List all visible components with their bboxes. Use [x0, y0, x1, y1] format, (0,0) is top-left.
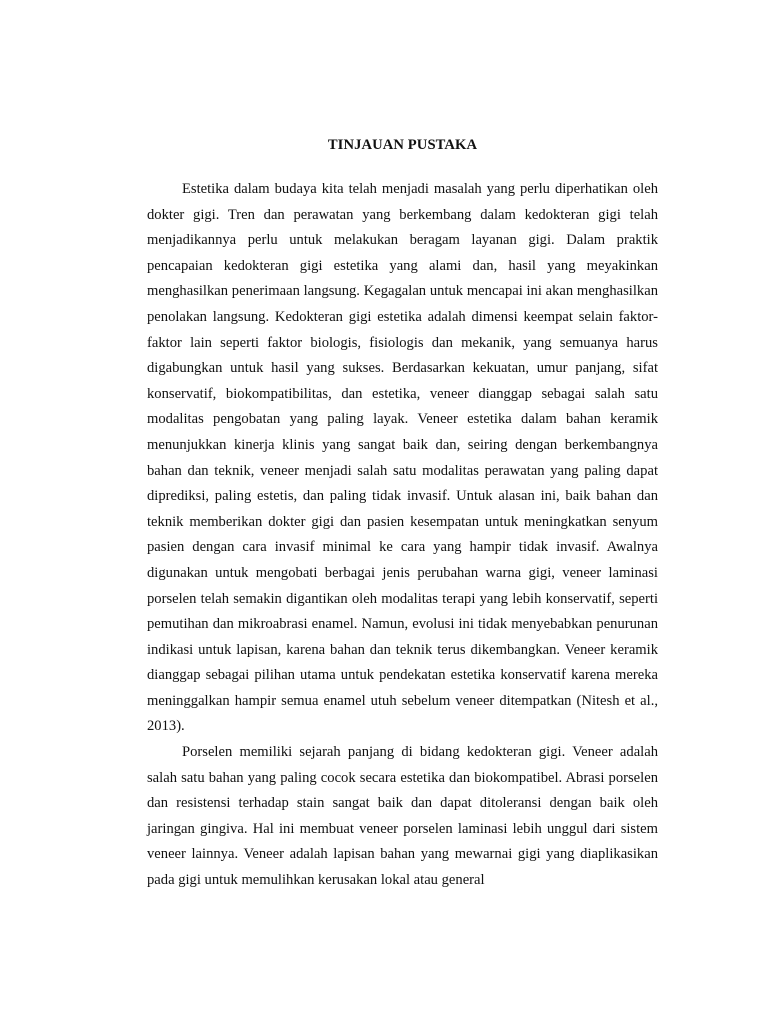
document-body [147, 135, 658, 894]
paragraph-1: Estetika dalam budaya kita telah menjadi masalah yang perlu diperhatikan oleh dokter gigi. Tren dan perawatan yang berkembang dalam kedokteran gigi telah menjadikannya perlu untuk melakukan beragam layanan gigi. Dalam praktik pencapaian kedokteran gigi estetika yang alami dan, hasil yang meyakinkan menghasilkan penerimaan langsung. Kegagalan untuk mencapai ini akan menghasilkan penolakan langsung. Kedokteran gigi estetika adalah dimensi keempat selain faktor-faktor lain seperti faktor biologis, fisiologis dan mekanik, yang semuanya harus digabungkan untuk hasil yang sukses. Berdasarkan kekuatan, umur panjang, sifat konservatif, biokompatibilitas, dan estetika, veneer dianggap sebagai salah satu modalitas pengobatan yang paling layak. Veneer estetika dalam bahan keramik menunjukkan kinerja klinis yang sangat baik dan, seiring dengan berkembangnya bahan dan teknik, veneer menjadi salah satu modalitas perawatan yang paling dapat diprediksi, paling estetis, dan paling tidak invasif. Untuk alasan ini, baik bahan dan teknik memberikan dokter gigi dan pasien kesempatan untuk meningkatkan senyum pasien dengan cara invasif minimal ke cara yang hampir tidak invasif. Awalnya digunakan untuk mengobati berbagai jenis perubahan warna gigi, veneer laminasi porselen telah semakin digantikan oleh modalitas terapi yang lebih konservatif, seperti pemutihan dan mikroabrasi enamel. Namun, evolusi ini tidak menyebabkan penurunan indikasi untuk lapisan, karena bahan dan teknik terus dikembangkan. Veneer keramik dianggap sebagai pilihan utama untuk pendekatan estetika konservatif karena mereka meninggalkan hampir semua enamel utuh sebelum veneer ditempatkan (Nitesh et al., 2013). [147, 181, 658, 735]
page-title: TINJAUAN PUSTAKA [327, 137, 478, 153]
paragraph-2: Porselen memiliki sejarah panjang di bidang kedokteran gigi. Veneer adalah salah satu bahan yang paling cocok secara estetika dan biokompatibel. Abrasi porselen dan resistensi terhadap stain sangat baik dan dapat ditoleransi dengan baik oleh jaringan gingiva. Hal ini membuat veneer porselen laminasi lebih unggul dari sistem veneer lainnya. Veneer adalah lapisan bahan yang mewarnai gigi yang diaplikasikan pada gigi untuk memulihkan kerusakan lokal atau general [147, 744, 658, 889]
